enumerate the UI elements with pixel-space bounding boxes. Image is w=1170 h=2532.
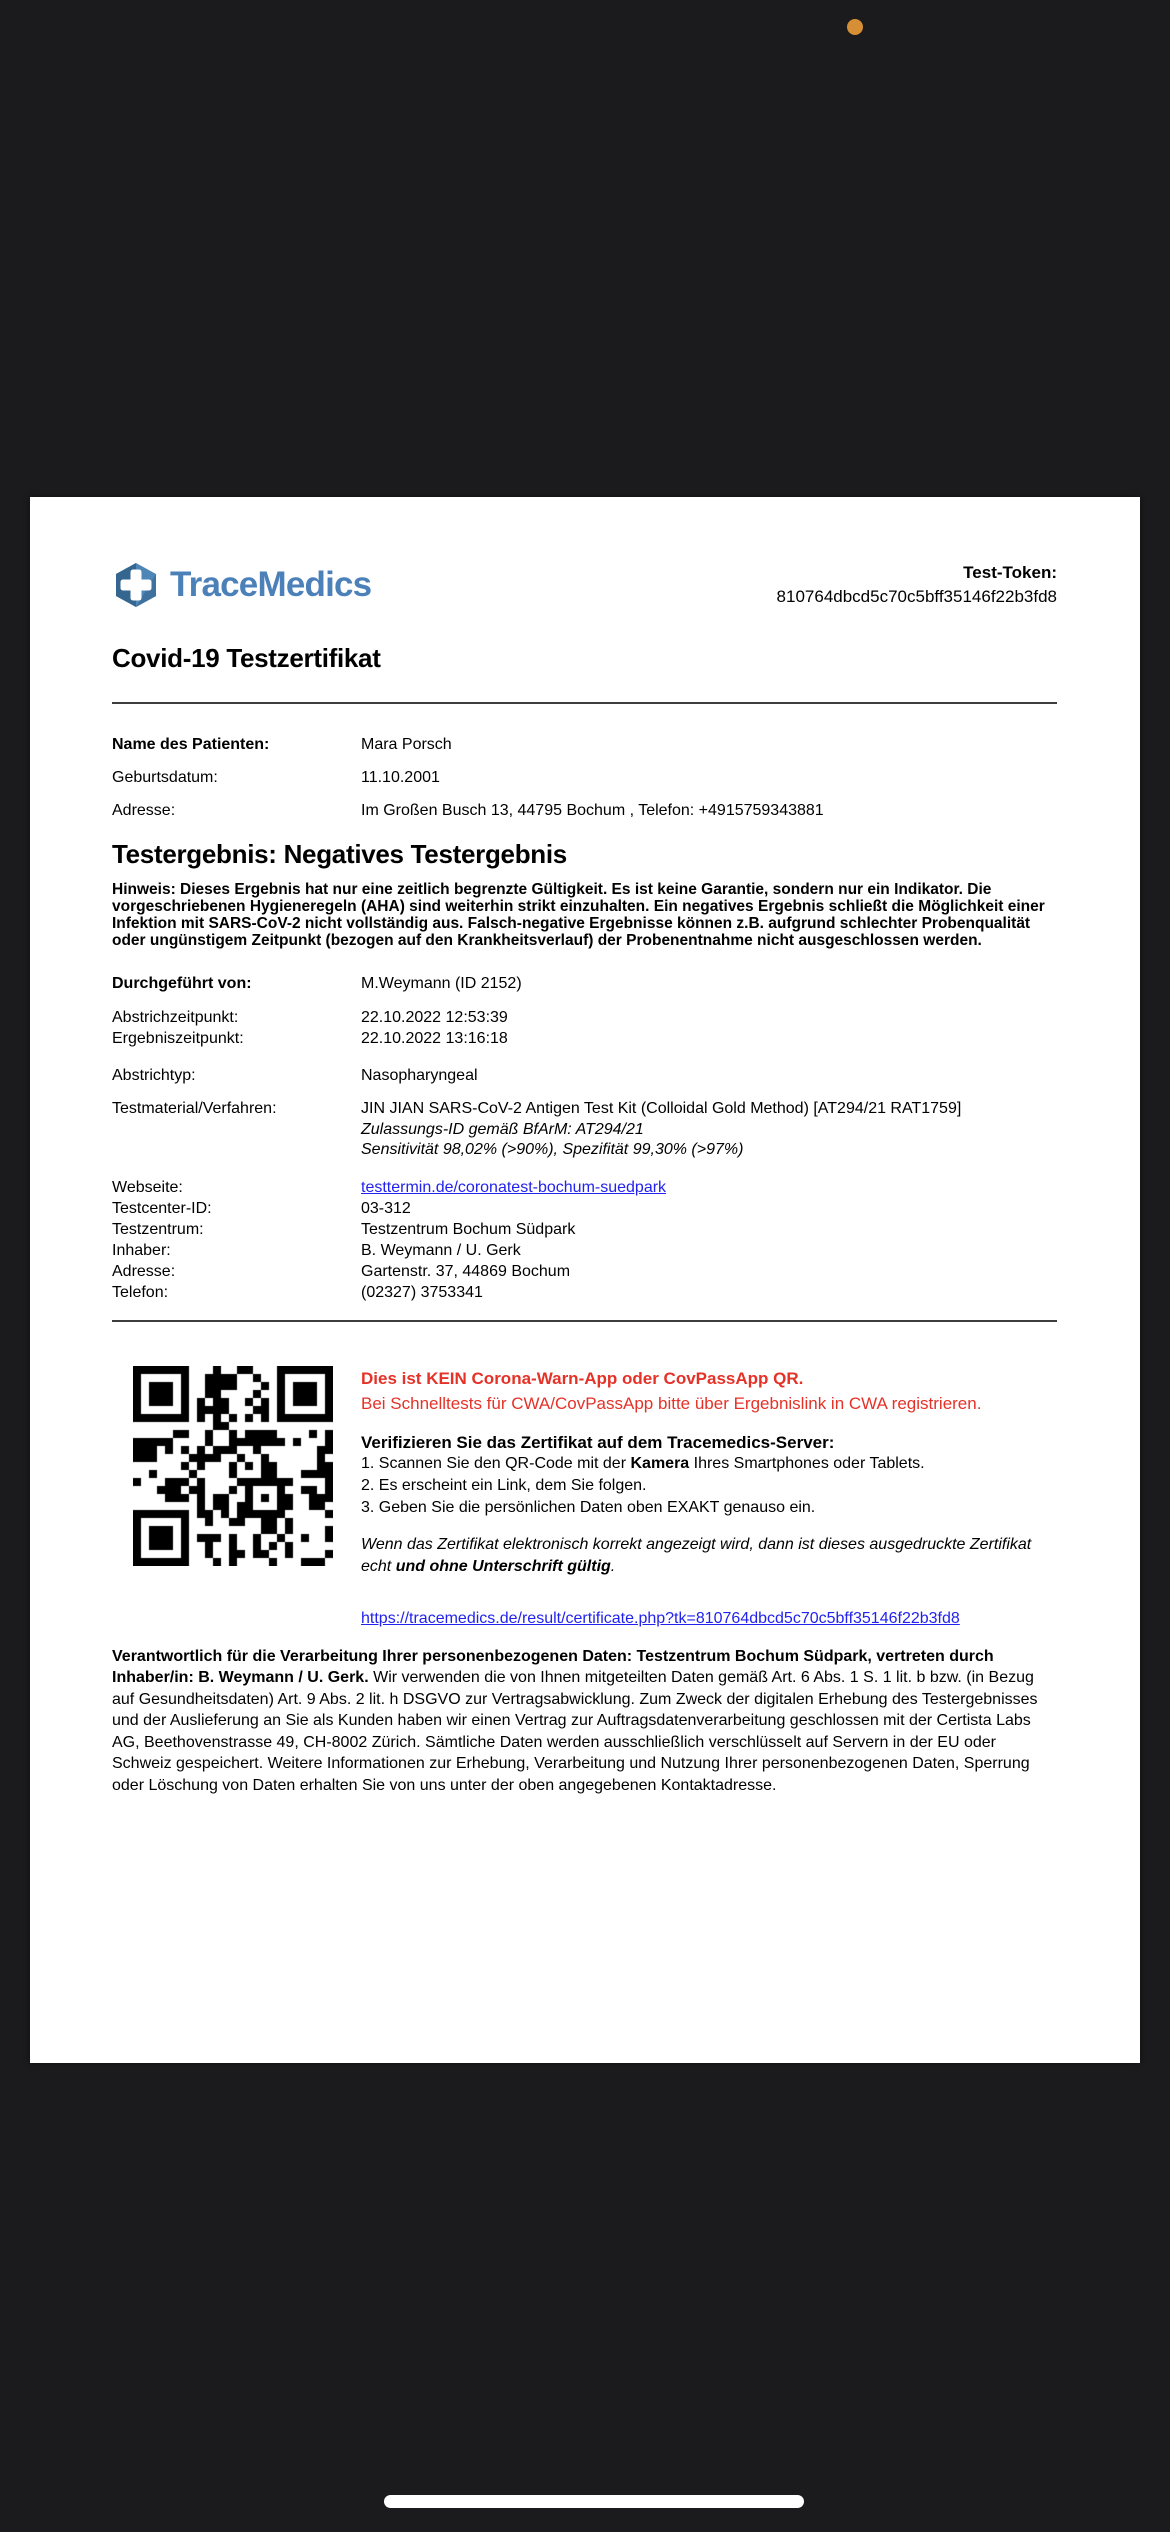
- result-heading: Testergebnis: Negatives Testergebnis: [112, 839, 567, 869]
- row-label: Testzentrum:: [112, 1220, 204, 1238]
- certificate-link[interactable]: https://tracemedics.de/result/certificate.php?tk=810764dbcd5c70c5bff35146f22b3fd8: [361, 1609, 960, 1627]
- row-label: Testcenter-ID:: [112, 1199, 212, 1217]
- detail-row: [112, 973, 1057, 994]
- row-value: Nasopharyngeal: [361, 1067, 478, 1084]
- row-label: Testmaterial/Verfahren:: [112, 1100, 277, 1117]
- test-material-section: [112, 1099, 1057, 1161]
- swab-section: [112, 1065, 1057, 1086]
- detail-row: [112, 1029, 1057, 1050]
- row-value: 11.10.2001: [361, 769, 440, 786]
- detail-row: [112, 1240, 1057, 1261]
- sensitivity-note: Sensitivität 98,02% (>90%), Spezifität 99,30% (>97%): [361, 1141, 744, 1158]
- performed-section: [112, 973, 1057, 994]
- pdf-page[interactable]: [30, 497, 1140, 2063]
- privacy-body: Wir verwenden die von Ihnen mitgeteilten Daten gemäß Art. 6 Abs. 1 S. 1 lit. b bzw. (in Bezug auf Gesundheitsdaten) Art. 9 Abs. 2 lit. h DSGVO zur Vertragsabwicklung. Zum Zweck der digitalen Erhebung des Testergebnisses und der Auslieferung an Sie als Kunden haben wir einen Vertrag zur Auftragsdatenverarbeitung geschlossen mit der Certista Labs AG, Beethovenstrasse 49, CH-8002 Zürich. Sämtliche Daten werden ausschließlich verschlüsselt auf Servern in der EU oder Schweiz gespeichert. Weitere Informationen zur Erhebung, Verarbeitung und Nutzung Ihrer personenbezogenen Daten, Sperrung oder Löschung von Daten erhalten Sie von uns unter der oben angegebenen Kontaktadresse.: [112, 1669, 1038, 1794]
- testcenter-section: [112, 1177, 1057, 1303]
- row-label: Durchgeführt von:: [112, 975, 252, 992]
- qr-code: [133, 1366, 333, 1630]
- privacy-paragraph: [112, 1646, 1057, 1797]
- brand-logo: [112, 561, 371, 609]
- patient-section: [112, 734, 1057, 821]
- patient-row: [112, 767, 1057, 788]
- patient-row: [112, 734, 1057, 755]
- verify-step-3: 3. Geben Sie die persönlichen Daten oben EXAKT genauso ein.: [361, 1498, 816, 1516]
- detail-row: [112, 1099, 1057, 1120]
- row-value: B. Weymann / U. Gerk: [361, 1241, 521, 1259]
- document-title: Covid-19 Testzertifikat: [112, 643, 381, 673]
- row-label: Geburtsdatum:: [112, 769, 218, 786]
- website-link[interactable]: testtermin.de/coronatest-bochum-suedpark: [361, 1178, 667, 1196]
- privacy-bold-intro: Verantwortlich für die Verarbeitung Ihrer personenbezogenen Daten: Testzentrum Bochum Südpark, vertreten durch Inhaber/in: B. Weymann / U. Gerk.: [112, 1647, 994, 1686]
- row-label: Ergebniszeitpunkt:: [112, 1029, 244, 1047]
- row-label: Telefon:: [112, 1283, 169, 1301]
- test-token: [777, 561, 1057, 609]
- row-label: Abstrichzeitpunkt:: [112, 1009, 239, 1026]
- row-value: Testzentrum Bochum Südpark: [361, 1220, 576, 1238]
- divider: [112, 1320, 1057, 1322]
- row-value: Im Großen Busch 13, 44795 Bochum , Telefon: +4915759343881: [361, 802, 824, 819]
- detail-row: [112, 1282, 1057, 1303]
- approval-id-note: Zulassungs-ID gemäß BfArM: AT294/21: [361, 1120, 644, 1138]
- qr-code-image: [133, 1366, 333, 1566]
- row-label: Webseite:: [112, 1178, 183, 1196]
- row-value: (02327) 3753341: [361, 1283, 483, 1301]
- qr-warning-line-2: Bei Schnelltests für CWA/CovPassApp bitte über Ergebnislink in CWA registrieren.: [361, 1393, 982, 1413]
- row-label: Abstrichtyp:: [112, 1067, 196, 1084]
- detail-row: [112, 1198, 1057, 1219]
- row-label: Adresse:: [112, 1262, 176, 1280]
- row-label: Name des Patienten:: [112, 736, 270, 753]
- verify-heading: Verifizieren Sie das Zertifikat auf dem Tracemedics-Server:: [361, 1432, 835, 1452]
- row-value: 03-312: [361, 1199, 411, 1217]
- test-material-notes: [361, 1120, 1057, 1161]
- detail-row: [112, 1065, 1057, 1086]
- row-label: Adresse:: [112, 802, 176, 819]
- detail-row: [112, 1177, 1057, 1198]
- timestamps-section: [112, 1008, 1057, 1049]
- verify-step-1: 1. Scannen Sie den QR-Code mit der Kamera Ihres Smartphones oder Tablets.: [361, 1454, 925, 1472]
- certificate-validity-note: Wenn das Zertifikat elektronisch korrekt angezeigt wird, dann ist dieses ausgedruckte Zertifikat echt und ohne Unterschrift gültig.: [361, 1535, 1032, 1575]
- home-indicator[interactable]: [384, 2495, 804, 2508]
- detail-row: [112, 1219, 1057, 1240]
- notice-paragraph: Hinweis: Dieses Ergebnis hat nur eine zeitlich begrenzte Gültigkeit. Es ist keine Garantie, sondern nur ein Indikator. Die vorgeschriebenen Hygieneregeln (AHA) sind weiterhin strikt einzuhalten. Ein negatives Ergebnis schließt die Möglichkeit einer Infektion mit SARS-CoV-2 nicht vollständig aus. Falsch-negative Ergebnisse können z.B. aufgrund schlechter Probenqualität oder ungünstigem Zeitpunkt (bezogen auf den Krankheitsverlauf) der Probenentnahme nicht ausgeschlossen werden.: [112, 881, 1045, 949]
- document-header: [112, 561, 1057, 609]
- detail-row: [112, 1261, 1057, 1282]
- row-value: Gartenstr. 37, 44869 Bochum: [361, 1262, 571, 1280]
- row-value: Mara Porsch: [361, 736, 452, 753]
- row-label: Inhaber:: [112, 1241, 171, 1259]
- detail-row: [112, 1008, 1057, 1029]
- qr-warning-line-1: Dies ist KEIN Corona-Warn-App oder CovPassApp QR.: [361, 1368, 804, 1388]
- qr-section: [112, 1366, 1057, 1630]
- row-value: 22.10.2022 12:53:39: [361, 1009, 508, 1026]
- brand-name: TraceMedics: [170, 565, 372, 604]
- row-value: M.Weymann (ID 2152): [361, 975, 522, 992]
- row-value: JIN JIAN SARS-CoV-2 Antigen Test Kit (Colloidal Gold Method) [AT294/21 RAT1759]: [361, 1100, 962, 1117]
- test-token-value: 810764dbcd5c70c5bff35146f22b3fd8: [776, 587, 1057, 606]
- row-value: 22.10.2022 13:16:18: [361, 1029, 508, 1047]
- verify-step-2: 2. Es erscheint ein Link, dem Sie folgen.: [361, 1476, 647, 1494]
- test-token-label: Test-Token:: [963, 563, 1057, 582]
- divider: [112, 702, 1057, 704]
- patient-row: [112, 800, 1057, 821]
- tracemedics-shield-icon: [112, 561, 160, 609]
- recording-indicator-dot: [847, 19, 863, 35]
- qr-instructions: [361, 1366, 1037, 1630]
